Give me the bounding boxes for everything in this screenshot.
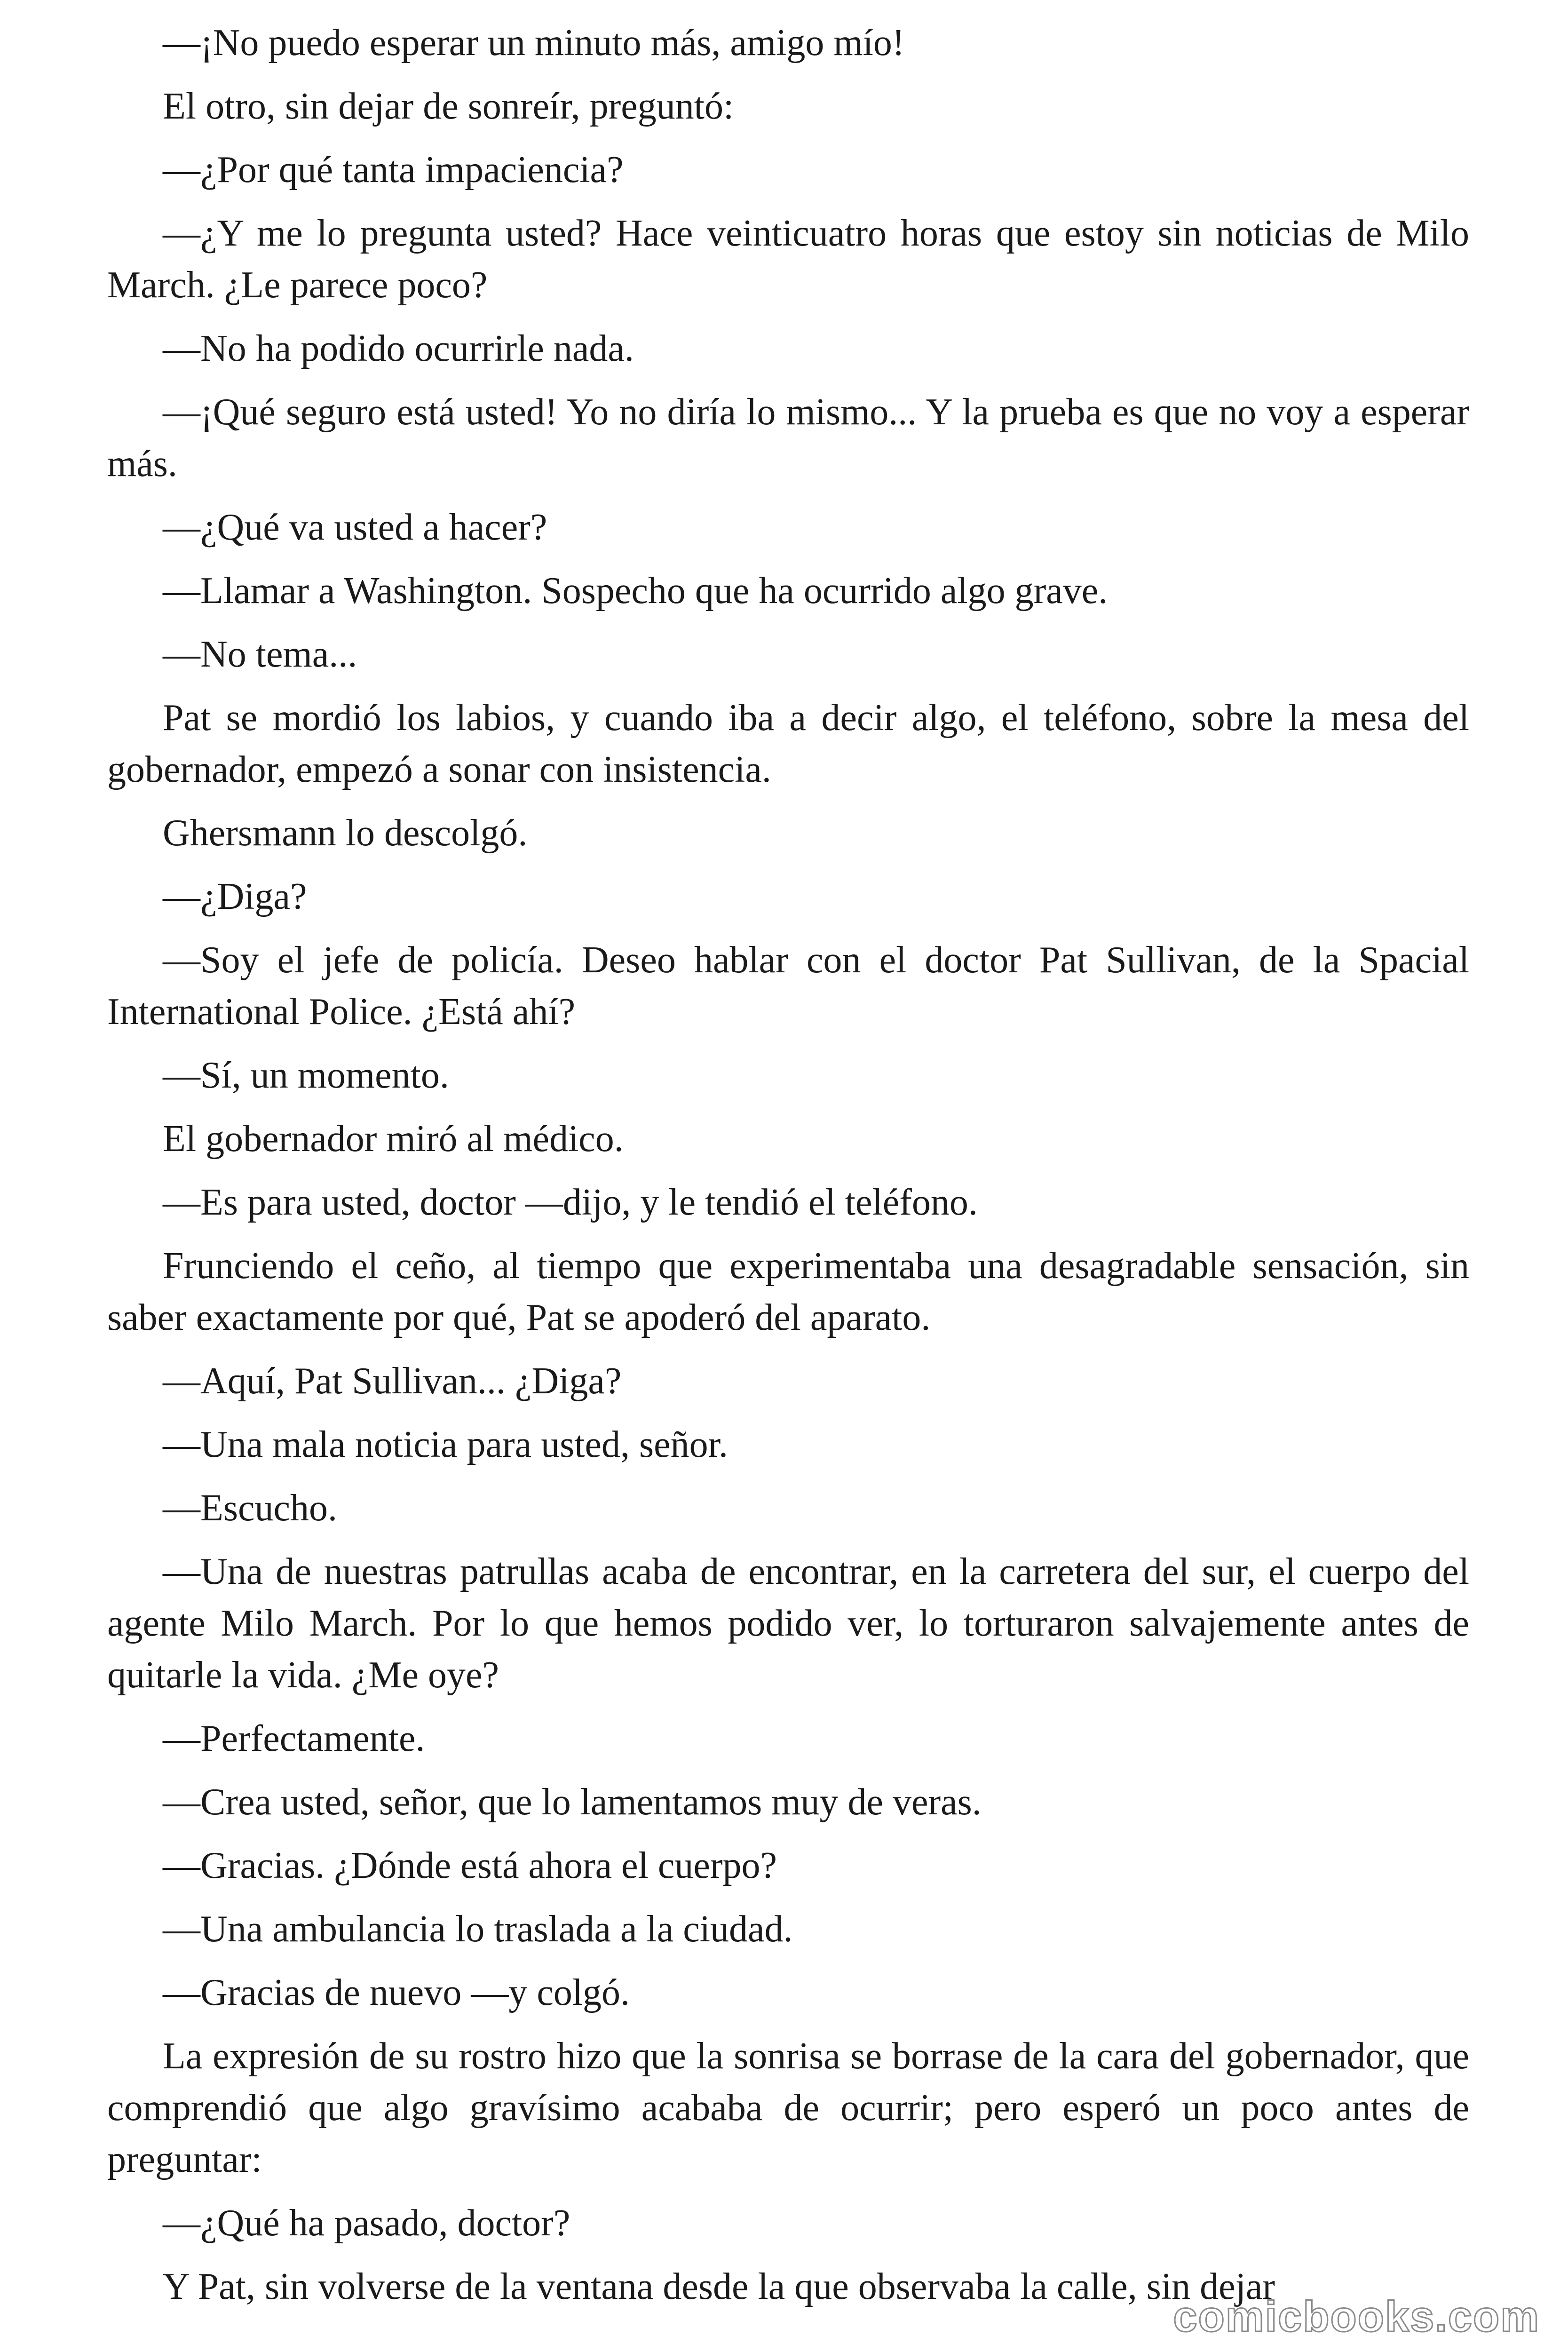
- paragraph: —Escucho.: [163, 1487, 338, 1529]
- paragraph: El gobernador miró al médico.: [163, 1118, 624, 1160]
- paragraph: El otro, sin dejar de sonreír, preguntó:: [163, 86, 734, 127]
- paragraph: —Perfectamente.: [163, 1718, 425, 1759]
- paragraph: —Soy el jefe de policía. Deseo hablar con el doctor Pat Sullivan, de la Spacial International Police. ¿Está ahí?: [107, 939, 1469, 1033]
- paragraph: —¿Y me lo pregunta usted? Hace veinticuatro horas que estoy sin noticias de Milo March. ¿Le parece poco?: [107, 213, 1469, 306]
- paragraph: —¿Diga?: [163, 876, 307, 917]
- watermark: comicbooks.com: [1173, 2293, 1540, 2341]
- paragraph: —¿Por qué tanta impaciencia?: [163, 149, 624, 191]
- paragraph: —¿Qué va usted a hacer?: [163, 507, 547, 548]
- paragraph: Frunciendo el ceño, al tiempo que experimentaba una desagradable sensación, sin saber exactamente por qué, Pat se apoderó del aparato.: [107, 1245, 1469, 1338]
- text-body: [107, 17, 1469, 2324]
- paragraph: Ghersmann lo descolgó.: [163, 812, 528, 854]
- paragraph: —Gracias de nuevo —y colgó.: [163, 1972, 630, 2013]
- paragraph: La expresión de su rostro hizo que la sonrisa se borrase de la cara del gobernador, que comprendió que algo gravísimo acababa de ocurrir; pero esperó un poco antes de preguntar:: [107, 2035, 1469, 2180]
- paragraph: —¡No puedo esperar un minuto más, amigo mío!: [163, 22, 905, 64]
- paragraph: —Sí, un momento.: [163, 1055, 449, 1096]
- paragraph: —No ha podido ocurrirle nada.: [163, 328, 634, 369]
- paragraph: —¡Qué seguro está usted! Yo no diría lo mismo... Y la prueba es que no voy a esperar más.: [107, 391, 1469, 485]
- paragraph: —Aquí, Pat Sullivan... ¿Diga?: [163, 1360, 622, 1402]
- paragraph: Y Pat, sin volverse de la ventana desde la que observaba la calle, sin dejar: [163, 2266, 1275, 2307]
- paragraph: —Una mala noticia para usted, señor.: [163, 1424, 728, 1465]
- paragraph: —Llamar a Washington. Sospecho que ha ocurrido algo grave.: [163, 570, 1108, 612]
- paragraph: —¿Qué ha pasado, doctor?: [163, 2202, 570, 2244]
- paragraph: Pat se mordió los labios, y cuando iba a decir algo, el teléfono, sobre la mesa del gobernador, empezó a sonar con insistencia.: [107, 697, 1469, 790]
- paragraph: —Una de nuestras patrullas acaba de encontrar, en la carretera del sur, el cuerpo del agente Milo March. Por lo que hemos podido ver, lo torturaron salvajemente antes de quitarle la vida. ¿Me oye?: [107, 1551, 1469, 1696]
- paragraph: —Es para usted, doctor —dijo, y le tendió el teléfono.: [163, 1182, 978, 1223]
- paragraph: —No tema...: [163, 634, 357, 675]
- paragraph: —Gracias. ¿Dónde está ahora el cuerpo?: [163, 1845, 777, 1886]
- paragraph: —Una ambulancia lo traslada a la ciudad.: [163, 1908, 793, 1950]
- paragraph: —Crea usted, señor, que lo lamentamos muy de veras.: [163, 1781, 982, 1823]
